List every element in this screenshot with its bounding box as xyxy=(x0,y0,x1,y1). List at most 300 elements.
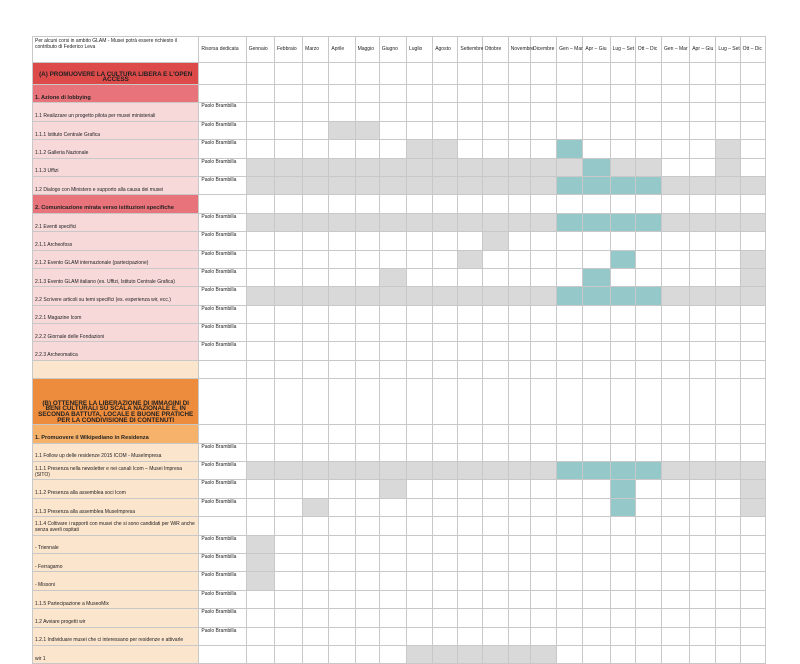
timeline-cell xyxy=(508,232,530,250)
subsection-row xyxy=(33,195,766,213)
gantt-table xyxy=(32,36,766,664)
timeline-cell xyxy=(329,360,355,378)
timeline-cell xyxy=(530,85,556,103)
timeline-cell xyxy=(690,195,716,213)
task-resource: Paolo Brambilla xyxy=(199,553,246,571)
timeline-cell xyxy=(458,553,482,571)
timeline-cell xyxy=(716,425,740,443)
timeline-cell xyxy=(635,535,661,553)
timeline-cell xyxy=(329,443,355,461)
timeline-cell xyxy=(379,609,406,627)
timeline-cell xyxy=(583,627,610,645)
task-row xyxy=(33,360,766,378)
timeline-cell xyxy=(716,517,740,535)
timeline-cell xyxy=(661,627,689,645)
timeline-cell xyxy=(303,443,329,461)
timeline-cell xyxy=(433,360,458,378)
timeline-cell xyxy=(379,268,406,286)
timeline-cell xyxy=(458,379,482,425)
timeline-cell xyxy=(690,572,716,590)
header-month: Febbraio xyxy=(274,37,302,63)
timeline-cell xyxy=(246,287,274,305)
timeline-cell xyxy=(716,498,740,516)
timeline-cell xyxy=(482,498,508,516)
timeline-cell xyxy=(740,609,765,627)
timeline-cell xyxy=(530,213,556,231)
timeline-cell xyxy=(740,85,765,103)
timeline-cell xyxy=(610,176,635,194)
timeline-cell xyxy=(530,553,556,571)
timeline-cell xyxy=(458,535,482,553)
timeline-cell xyxy=(329,63,355,85)
timeline-cell xyxy=(274,553,302,571)
timeline-cell xyxy=(530,590,556,608)
timeline-cell xyxy=(329,379,355,425)
timeline-cell xyxy=(379,121,406,139)
header-resource: Risorsa dedicata xyxy=(199,37,246,63)
timeline-cell xyxy=(246,517,274,535)
timeline-cell xyxy=(355,590,379,608)
task-resource: Paolo Brambilla xyxy=(199,176,246,194)
timeline-cell xyxy=(716,103,740,121)
timeline-cell xyxy=(482,443,508,461)
task-resource xyxy=(199,195,246,213)
timeline-cell xyxy=(716,176,740,194)
timeline-cell xyxy=(716,63,740,85)
timeline-cell xyxy=(355,535,379,553)
timeline-cell xyxy=(433,195,458,213)
timeline-cell xyxy=(635,572,661,590)
task-row xyxy=(33,627,766,645)
timeline-cell xyxy=(246,572,274,590)
timeline-cell xyxy=(303,140,329,158)
timeline-cell xyxy=(379,627,406,645)
timeline-cell xyxy=(557,425,583,443)
timeline-cell xyxy=(433,121,458,139)
timeline-cell xyxy=(583,176,610,194)
timeline-cell xyxy=(508,158,530,176)
timeline-cell xyxy=(508,553,530,571)
timeline-cell xyxy=(274,121,302,139)
timeline-cell xyxy=(406,425,432,443)
timeline-cell xyxy=(716,140,740,158)
timeline-cell xyxy=(379,287,406,305)
timeline-cell xyxy=(610,462,635,480)
task-row xyxy=(33,232,766,250)
task-description: 1.2 Avviare progetti wir xyxy=(33,609,199,627)
timeline-cell xyxy=(610,195,635,213)
timeline-cell xyxy=(508,121,530,139)
timeline-cell xyxy=(661,360,689,378)
timeline-cell xyxy=(610,158,635,176)
timeline-cell xyxy=(661,85,689,103)
timeline-cell xyxy=(482,627,508,645)
timeline-cell xyxy=(379,498,406,516)
timeline-cell xyxy=(406,498,432,516)
header-month: Novembre xyxy=(508,37,530,63)
timeline-cell xyxy=(635,103,661,121)
task-description: 1.1.3 Presenza alla assemblea MuseImpresa xyxy=(33,498,199,516)
timeline-cell xyxy=(635,305,661,323)
timeline-cell xyxy=(635,553,661,571)
timeline-cell xyxy=(690,360,716,378)
timeline-cell xyxy=(379,462,406,480)
timeline-cell xyxy=(610,498,635,516)
timeline-cell xyxy=(661,121,689,139)
timeline-cell xyxy=(661,103,689,121)
header-month: Settembre xyxy=(458,37,482,63)
timeline-cell xyxy=(661,379,689,425)
timeline-cell xyxy=(740,287,765,305)
timeline-cell xyxy=(406,85,432,103)
header-quarter: Apr – Giu xyxy=(583,37,610,63)
timeline-cell xyxy=(508,305,530,323)
timeline-cell xyxy=(355,158,379,176)
timeline-cell xyxy=(303,250,329,268)
timeline-cell xyxy=(379,572,406,590)
timeline-cell xyxy=(557,360,583,378)
timeline-cell xyxy=(274,342,302,360)
timeline-cell xyxy=(379,342,406,360)
timeline-cell xyxy=(557,232,583,250)
timeline-cell xyxy=(557,379,583,425)
timeline-cell xyxy=(379,379,406,425)
timeline-cell xyxy=(508,140,530,158)
timeline-cell xyxy=(635,360,661,378)
timeline-cell xyxy=(303,360,329,378)
timeline-cell xyxy=(557,158,583,176)
timeline-cell xyxy=(530,250,556,268)
timeline-cell xyxy=(508,462,530,480)
task-row xyxy=(33,287,766,305)
timeline-cell xyxy=(635,498,661,516)
task-resource: Paolo Brambilla xyxy=(199,498,246,516)
timeline-cell xyxy=(355,517,379,535)
timeline-cell xyxy=(557,268,583,286)
timeline-cell xyxy=(303,305,329,323)
timeline-cell xyxy=(433,305,458,323)
timeline-cell xyxy=(508,268,530,286)
timeline-cell xyxy=(690,140,716,158)
task-resource: Paolo Brambilla xyxy=(199,324,246,342)
timeline-cell xyxy=(610,425,635,443)
timeline-cell xyxy=(690,462,716,480)
timeline-cell xyxy=(610,517,635,535)
timeline-cell xyxy=(557,553,583,571)
timeline-cell xyxy=(690,305,716,323)
timeline-cell xyxy=(433,158,458,176)
timeline-cell xyxy=(557,462,583,480)
timeline-cell xyxy=(329,572,355,590)
timeline-cell xyxy=(329,176,355,194)
timeline-cell xyxy=(433,535,458,553)
timeline-cell xyxy=(379,645,406,663)
timeline-cell xyxy=(379,480,406,498)
timeline-cell xyxy=(557,140,583,158)
timeline-cell xyxy=(379,195,406,213)
timeline-cell xyxy=(530,195,556,213)
timeline-cell xyxy=(740,63,765,85)
timeline-cell xyxy=(355,324,379,342)
timeline-cell xyxy=(508,250,530,268)
timeline-cell xyxy=(740,627,765,645)
task-description: 1.1.1 Presenza nella newsletter e nei canali Icom – Musei Impresa (SITO) xyxy=(33,462,199,480)
header-quarter: Gen – Mar xyxy=(661,37,689,63)
timeline-cell xyxy=(482,609,508,627)
timeline-cell xyxy=(406,480,432,498)
task-description: 2.2 Scrivere articoli su temi specifici (es. esperienza wir, ecc.) xyxy=(33,287,199,305)
timeline-cell xyxy=(274,158,302,176)
timeline-cell xyxy=(303,645,329,663)
timeline-cell xyxy=(274,176,302,194)
timeline-cell xyxy=(458,305,482,323)
timeline-cell xyxy=(583,480,610,498)
timeline-cell xyxy=(610,305,635,323)
timeline-cell xyxy=(610,590,635,608)
timeline-cell xyxy=(530,627,556,645)
timeline-cell xyxy=(583,305,610,323)
timeline-cell xyxy=(740,324,765,342)
timeline-cell xyxy=(508,572,530,590)
task-description: 1. Promuovere il Wikipediano in Residenza xyxy=(33,425,199,443)
timeline-cell xyxy=(274,213,302,231)
timeline-cell xyxy=(482,425,508,443)
timeline-cell xyxy=(433,609,458,627)
task-row xyxy=(33,480,766,498)
task-description: - Missoni xyxy=(33,572,199,590)
timeline-cell xyxy=(690,63,716,85)
timeline-cell xyxy=(530,324,556,342)
timeline-cell xyxy=(274,627,302,645)
timeline-cell xyxy=(557,517,583,535)
timeline-cell xyxy=(379,517,406,535)
timeline-cell xyxy=(635,250,661,268)
timeline-cell xyxy=(355,268,379,286)
task-resource: Paolo Brambilla xyxy=(199,103,246,121)
timeline-cell xyxy=(274,645,302,663)
timeline-cell xyxy=(433,645,458,663)
timeline-cell xyxy=(635,287,661,305)
timeline-cell xyxy=(355,103,379,121)
timeline-cell xyxy=(716,195,740,213)
timeline-cell xyxy=(482,195,508,213)
timeline-cell xyxy=(740,121,765,139)
timeline-cell xyxy=(740,250,765,268)
timeline-cell xyxy=(355,140,379,158)
timeline-cell xyxy=(508,590,530,608)
timeline-cell xyxy=(274,590,302,608)
task-row xyxy=(33,140,766,158)
timeline-cell xyxy=(458,213,482,231)
timeline-cell xyxy=(557,121,583,139)
task-description: 2.2.1 Magazine Icom xyxy=(33,305,199,323)
timeline-cell xyxy=(303,342,329,360)
timeline-cell xyxy=(433,268,458,286)
timeline-cell xyxy=(329,324,355,342)
timeline-cell xyxy=(482,379,508,425)
timeline-cell xyxy=(690,627,716,645)
timeline-cell xyxy=(635,517,661,535)
header-month: Dicembre xyxy=(530,37,556,63)
timeline-cell xyxy=(458,287,482,305)
timeline-cell xyxy=(716,213,740,231)
timeline-cell xyxy=(583,140,610,158)
timeline-cell xyxy=(246,103,274,121)
timeline-cell xyxy=(274,103,302,121)
timeline-cell xyxy=(379,158,406,176)
timeline-cell xyxy=(530,535,556,553)
timeline-cell xyxy=(329,232,355,250)
task-resource: Paolo Brambilla xyxy=(199,140,246,158)
timeline-cell xyxy=(379,140,406,158)
timeline-cell xyxy=(635,213,661,231)
timeline-cell xyxy=(716,232,740,250)
task-resource: Paolo Brambilla xyxy=(199,250,246,268)
timeline-cell xyxy=(740,176,765,194)
timeline-cell xyxy=(530,443,556,461)
task-description: 1.2.1 Individuare musei che ci interessano per residenze e attivarle xyxy=(33,627,199,645)
timeline-cell xyxy=(635,140,661,158)
timeline-cell xyxy=(303,535,329,553)
timeline-cell xyxy=(508,443,530,461)
timeline-cell xyxy=(482,645,508,663)
timeline-cell xyxy=(433,572,458,590)
timeline-cell xyxy=(433,287,458,305)
task-resource xyxy=(199,379,246,425)
timeline-cell xyxy=(557,535,583,553)
timeline-cell xyxy=(530,140,556,158)
timeline-cell xyxy=(406,443,432,461)
header-month: Marzo xyxy=(303,37,329,63)
timeline-cell xyxy=(246,480,274,498)
timeline-cell xyxy=(458,121,482,139)
task-resource: Paolo Brambilla xyxy=(199,213,246,231)
timeline-cell xyxy=(740,268,765,286)
timeline-cell xyxy=(303,627,329,645)
timeline-cell xyxy=(433,443,458,461)
timeline-cell xyxy=(508,324,530,342)
timeline-cell xyxy=(433,140,458,158)
timeline-cell xyxy=(379,443,406,461)
timeline-cell xyxy=(274,140,302,158)
task-resource xyxy=(199,425,246,443)
timeline-cell xyxy=(610,609,635,627)
task-resource: Paolo Brambilla xyxy=(199,342,246,360)
timeline-cell xyxy=(661,480,689,498)
timeline-cell xyxy=(635,379,661,425)
task-resource: Paolo Brambilla xyxy=(199,535,246,553)
timeline-cell xyxy=(355,572,379,590)
task-resource: Paolo Brambilla xyxy=(199,572,246,590)
timeline-cell xyxy=(610,121,635,139)
timeline-cell xyxy=(274,425,302,443)
task-row xyxy=(33,462,766,480)
timeline-cell xyxy=(482,268,508,286)
timeline-cell xyxy=(508,627,530,645)
timeline-cell xyxy=(303,462,329,480)
timeline-cell xyxy=(458,63,482,85)
timeline-cell xyxy=(379,535,406,553)
timeline-cell xyxy=(635,158,661,176)
task-row xyxy=(33,305,766,323)
timeline-cell xyxy=(530,287,556,305)
task-description: (A) PROMUOVERE LA CULTURA LIBERA E L'OPEN ACCESS xyxy=(33,63,199,85)
timeline-cell xyxy=(610,63,635,85)
timeline-cell xyxy=(274,63,302,85)
timeline-cell xyxy=(482,342,508,360)
timeline-cell xyxy=(557,342,583,360)
timeline-cell xyxy=(246,213,274,231)
timeline-cell xyxy=(610,360,635,378)
timeline-cell xyxy=(610,268,635,286)
timeline-cell xyxy=(355,462,379,480)
timeline-cell xyxy=(246,462,274,480)
timeline-cell xyxy=(355,627,379,645)
timeline-cell xyxy=(329,590,355,608)
timeline-cell xyxy=(583,268,610,286)
timeline-cell xyxy=(482,121,508,139)
timeline-cell xyxy=(329,158,355,176)
header-quarter: Gen – Mar xyxy=(557,37,583,63)
timeline-cell xyxy=(458,158,482,176)
timeline-cell xyxy=(740,379,765,425)
timeline-cell xyxy=(303,553,329,571)
timeline-cell xyxy=(690,232,716,250)
timeline-cell xyxy=(433,517,458,535)
timeline-cell xyxy=(406,517,432,535)
timeline-cell xyxy=(661,443,689,461)
timeline-cell xyxy=(433,498,458,516)
timeline-cell xyxy=(379,425,406,443)
timeline-cell xyxy=(508,176,530,194)
task-resource: Paolo Brambilla xyxy=(199,590,246,608)
timeline-cell xyxy=(635,480,661,498)
timeline-cell xyxy=(482,140,508,158)
timeline-cell xyxy=(661,342,689,360)
timeline-cell xyxy=(246,121,274,139)
timeline-cell xyxy=(406,609,432,627)
task-row xyxy=(33,443,766,461)
timeline-cell xyxy=(690,176,716,194)
timeline-cell xyxy=(635,121,661,139)
timeline-cell xyxy=(329,517,355,535)
timeline-cell xyxy=(482,553,508,571)
task-description: 2.1.3 Evento GLAM italiano (es. Uffizi, Istituto Centrale Grafica) xyxy=(33,268,199,286)
timeline-cell xyxy=(661,517,689,535)
timeline-cell xyxy=(329,498,355,516)
timeline-cell xyxy=(530,609,556,627)
timeline-cell xyxy=(379,176,406,194)
timeline-cell xyxy=(274,287,302,305)
task-description: 1.2 Dialogo con Ministero e supporto alla causa dei musei xyxy=(33,176,199,194)
timeline-cell xyxy=(274,572,302,590)
timeline-cell xyxy=(329,140,355,158)
timeline-cell xyxy=(690,85,716,103)
task-resource xyxy=(199,85,246,103)
timeline-cell xyxy=(690,553,716,571)
timeline-cell xyxy=(406,324,432,342)
timeline-cell xyxy=(661,305,689,323)
timeline-cell xyxy=(355,553,379,571)
task-description: 1.1.1 Istituto Centrale Grafica xyxy=(33,121,199,139)
task-row xyxy=(33,590,766,608)
timeline-cell xyxy=(482,324,508,342)
timeline-cell xyxy=(246,158,274,176)
task-description: (B) OTTENERE LA LIBERAZIONE DI IMMAGINI DI BENI CULTURALI SU SCALA NAZIONALE E, IN SECONDA BATTUTA, LOCALE E BUONE PRATICHE PER LA CONDIVISIONE DI CONTENUTI xyxy=(33,379,199,425)
timeline-cell xyxy=(583,103,610,121)
timeline-cell xyxy=(508,85,530,103)
timeline-cell xyxy=(406,232,432,250)
